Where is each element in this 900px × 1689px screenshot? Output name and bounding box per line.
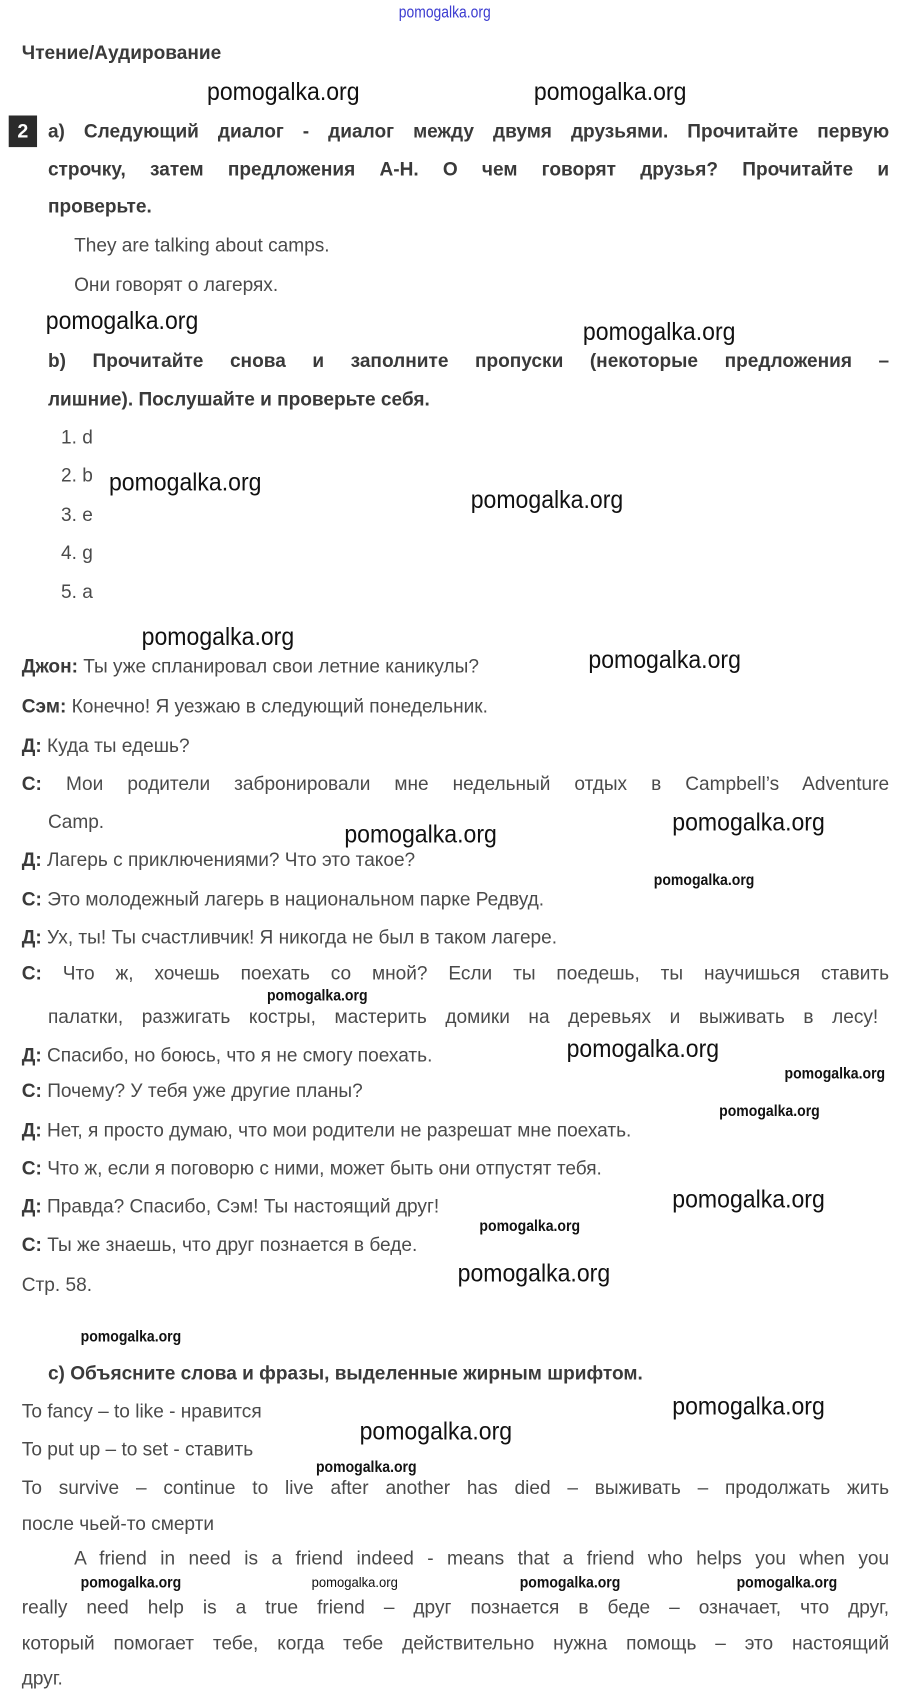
part-a-line: проверьте.	[47, 195, 152, 217]
site-watermark-top[interactable]: pomogalka.org	[398, 3, 491, 22]
dialogue-line	[22, 1195, 439, 1217]
dialogue-line	[22, 695, 488, 717]
speaker: Д:	[21, 734, 42, 757]
speaker: С:	[21, 1079, 42, 1102]
dialogue-line	[22, 773, 889, 795]
speaker: Д:	[21, 926, 42, 948]
part-c-line: To fancy – to like - нравится	[21, 1400, 262, 1422]
speech: Ух, ты! Ты счастливчик! Я никогда не был в таком лагере.	[41, 926, 558, 948]
watermark: pomogalka.org	[80, 1573, 182, 1591]
speech: Camp.	[47, 810, 105, 833]
watermark: pomogalka.org	[672, 1391, 825, 1420]
speech: Ты уже спланировал свои летние каникулы?	[77, 654, 479, 677]
answer-item: 4. g	[61, 541, 93, 564]
watermark: pomogalka.org	[566, 1034, 720, 1063]
section-title: Чтение/Аудирование	[21, 41, 222, 64]
part-c-line: To put up – to set - ставить	[21, 1438, 254, 1461]
part-c-line: который помогает тебе, когда тебе действительно нужна помощь – это настоящий	[21, 1632, 890, 1655]
speaker: С:	[21, 962, 42, 984]
speaker: Д:	[21, 1195, 42, 1218]
answer-item: 2. b	[61, 464, 93, 486]
watermark: pomogalka.org	[80, 1327, 182, 1345]
speaker: С:	[21, 1157, 42, 1179]
part-c-line: A friend in need is a friend indeed - means that a friend who helps you when you	[74, 1547, 890, 1570]
watermark: pomogalka.org	[736, 1573, 838, 1591]
speech: Что ж, если я поговорю с ними, может быть они отпустят тебя.	[41, 1157, 602, 1179]
watermark: pomogalka.org	[266, 986, 368, 1004]
speech: Правда? Спасибо, Сэм! Ты настоящий друг!	[41, 1195, 440, 1218]
watermark: pomogalka.org	[470, 484, 624, 514]
watermark: pomogalka.org	[45, 306, 199, 335]
watermark: pomogalka.org	[457, 1258, 611, 1287]
answer-en: They are talking about camps.	[74, 234, 330, 257]
answer-item: 1. d	[61, 426, 93, 448]
watermark: pomogalka.org	[479, 1217, 581, 1235]
speech: Это молодежный лагерь в национальном парке Редвуд.	[41, 888, 545, 910]
speech: палатки, разжигать костры, мастерить домики на деревьях и выживать в лесу!	[47, 1005, 879, 1028]
watermark: pomogalka.org	[588, 645, 741, 674]
speaker: С:	[21, 1233, 42, 1256]
dialogue-line	[22, 926, 557, 948]
watermark: pomogalka.org	[672, 1184, 825, 1213]
watermark: pomogalka.org	[207, 77, 360, 106]
speech: Куда ты едешь?	[41, 734, 190, 757]
speaker: С:	[21, 888, 42, 910]
dialogue-line	[22, 849, 415, 871]
watermark: pomogalka.org	[672, 807, 825, 836]
watermark: pomogalka.org	[653, 870, 755, 889]
dialogue-line	[22, 962, 889, 984]
page-reference: Стр. 58.	[21, 1273, 93, 1296]
part-a-line: строчку, затем предложения A-H. О чем говорят друзья? Прочитайте и	[47, 157, 890, 180]
part-c-line: To survive – continue to live after another has died – выживать – продолжать жить	[21, 1476, 890, 1499]
part-c-line: really need help is a true friend – друг познается в беде – означает, что друг,	[21, 1596, 890, 1619]
answer-item: 3. e	[61, 503, 93, 526]
watermark: pomogalka.org	[719, 1101, 820, 1120]
speaker: Сэм:	[21, 695, 67, 717]
speech: Почему? У тебя уже другие планы?	[41, 1079, 363, 1102]
speaker: Д:	[21, 848, 42, 871]
watermark: pomogalka.org	[315, 1457, 417, 1476]
speech: Спасибо, но боюсь, что я не смогу поехать.	[41, 1043, 433, 1066]
watermark: pomogalka.org	[359, 1416, 513, 1445]
speech: Ты же знаешь, что друг познается в беде.	[41, 1233, 418, 1256]
speech: Конечно! Я уезжаю в следующий понедельник.	[66, 695, 488, 717]
speaker: С:	[21, 772, 42, 795]
watermark: pomogalka.org	[582, 317, 736, 346]
watermark: pomogalka.org	[519, 1573, 621, 1591]
part-c-line: друг.	[21, 1667, 63, 1689]
watermark: pomogalka.org	[108, 467, 262, 496]
answer-ru: Они говорят о лагерях.	[74, 273, 279, 296]
dialogue-line	[22, 1233, 417, 1255]
dialogue-line	[22, 655, 479, 677]
part-a-line: a) Следующий диалог - диалог между двумя друзьями. Прочитайте первую	[47, 119, 890, 142]
part-b-line: b) Прочитайте снова и заполните пропуски (некоторые предложения –	[47, 349, 890, 372]
speaker: Джон:	[21, 654, 78, 677]
dialogue-line	[22, 1119, 632, 1141]
watermark: pomogalka.org	[311, 1573, 398, 1591]
exercise-number-badge: 2	[9, 115, 37, 147]
dialogue-line	[22, 888, 544, 910]
speech: Мои родители забронировали мне недельный отдых в Campbell’s Adventure	[41, 772, 890, 795]
dialogue-line	[22, 1044, 433, 1066]
dialogue-line	[22, 1080, 363, 1102]
part-c-line: после чьей-то смерти	[21, 1512, 215, 1535]
watermark: pomogalka.org	[141, 622, 295, 651]
speaker: Д:	[21, 1043, 42, 1066]
watermark: pomogalka.org	[533, 77, 687, 106]
dialogue-line	[48, 811, 104, 833]
dialogue-line	[48, 1006, 878, 1028]
watermark: pomogalka.org	[784, 1064, 886, 1082]
answer-item: 5. a	[61, 580, 93, 603]
part-c-title: c) Объясните слова и фразы, выделенные жирным шрифтом.	[47, 1362, 643, 1384]
part-b-line: лишние). Послушайте и проверьте себя.	[47, 387, 430, 410]
dialogue-line	[22, 734, 190, 756]
speech: Лагерь с приключениями? Что это такое?	[41, 848, 416, 871]
watermark: pomogalka.org	[344, 819, 497, 848]
speech: Нет, я просто думаю, что мои родители не разрешат мне поехать.	[41, 1119, 632, 1141]
speech: Что ж, хочешь поехать со мной? Если ты поедешь, ты научишься ставить	[41, 962, 890, 984]
dialogue-line	[22, 1157, 602, 1179]
speaker: Д:	[21, 1119, 42, 1141]
